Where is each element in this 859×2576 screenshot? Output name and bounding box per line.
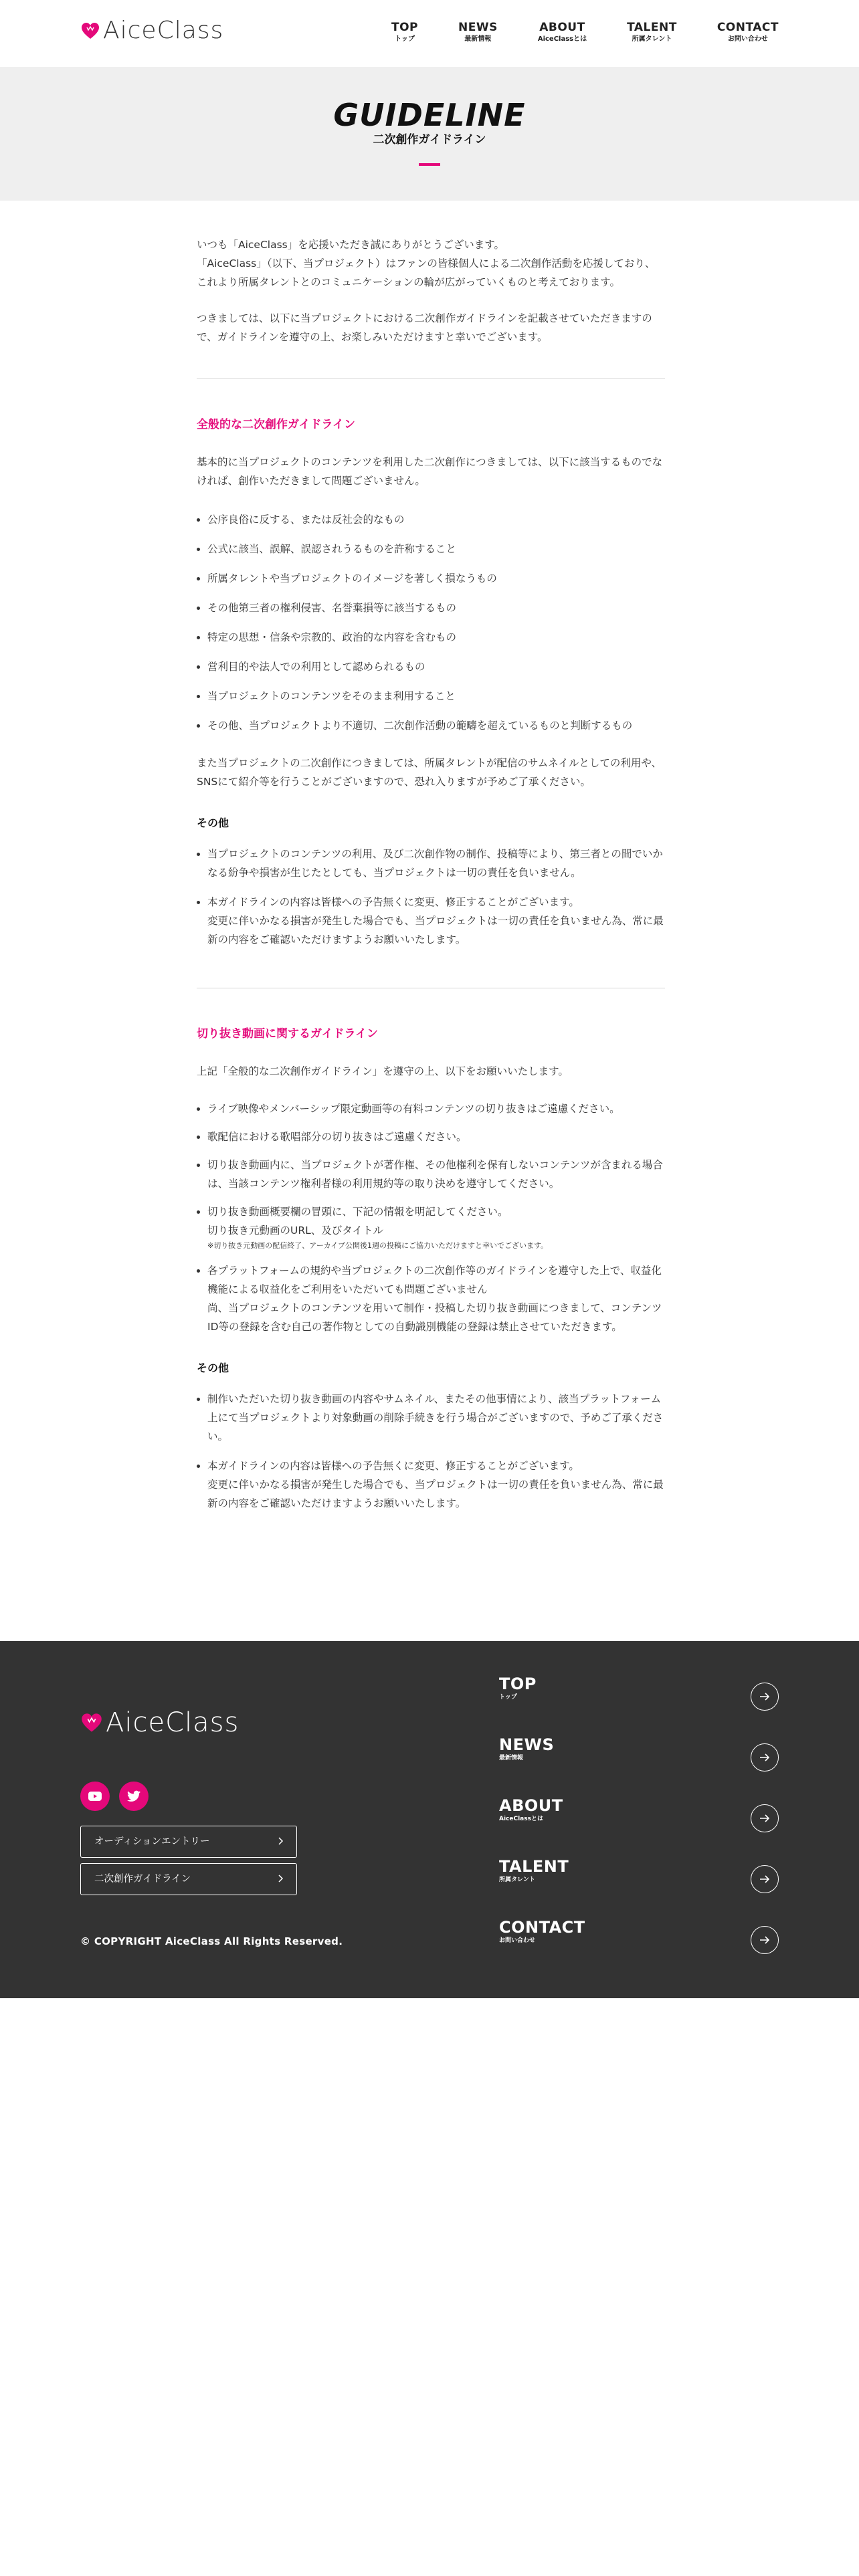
youtube-icon <box>88 1792 102 1801</box>
list-item: 所属タレントや当プロジェクトのイメージを著しく損なうもの <box>197 569 665 588</box>
list-item: その他第三者の権利侵害、名誉棄損等に該当するもの <box>197 599 665 617</box>
site-logo[interactable] <box>80 17 223 44</box>
list-item: 公序良俗に反する、または反社会的なもの <box>197 510 665 529</box>
footer-nav-sublabel: 最新情報 <box>499 1755 524 1761</box>
footer-nav-top[interactable] <box>499 1675 779 1735</box>
heart-logo-icon <box>80 1711 103 1734</box>
list-item-line: 尚、当プロジェクトのコンテンツを用いて制作・投稿した切り抜き動画につきまして、コンテンツID等の登録を含む自己の著作物としての自動識別機能の登録は禁止させていただきます。 <box>207 1302 662 1333</box>
list-item <box>197 1457 665 1513</box>
list-item-line: 変更に伴いかなる損害が発生した場合でも、当プロジェクトは一切の責任を負いません為、常に最新の内容をご確認いただけますようお願いいたします。 <box>207 1479 664 1509</box>
footer-logo[interactable] <box>80 1708 239 1737</box>
list-item: 当プロジェクトのコンテンツの利用、及び二次創作物の制作、投稿等により、第三者との間でいかなる紛争や損害が生じたとしても、当プロジェクトは一切の責任を負いません。 <box>197 845 665 882</box>
list-item-line: 本ガイドラインの内容は皆様への予告無くに変更、修正することがございます。 <box>207 896 579 908</box>
page-subtitle: 二次創作ガイドライン <box>373 133 486 146</box>
chevron-right-icon <box>276 1837 284 1845</box>
site-footer <box>0 1641 859 1998</box>
nav-item-contact[interactable] <box>717 20 779 44</box>
footer-nav-news[interactable] <box>499 1735 779 1796</box>
nav-sublabel: 所属タレント <box>632 35 672 43</box>
button-label: 二次創作ガイドライン <box>94 1874 191 1885</box>
list-item: 歌配信における歌唱部分の切り抜きはご遠慮ください。 <box>197 1128 665 1146</box>
footer-nav-label: TOP <box>499 1675 537 1693</box>
footer-nav-label: NEWS <box>499 1735 555 1754</box>
list-item: その他、当プロジェクトより不適切、二次創作活動の範疇を超えているものと判断するもの <box>197 716 665 735</box>
page-title: GUIDELINE <box>333 97 526 133</box>
social-links <box>80 1782 149 1811</box>
guideline-button[interactable] <box>80 1863 297 1895</box>
nav-item-top[interactable] <box>391 20 418 44</box>
other-list <box>197 845 665 949</box>
list-item-line: 各プラットフォームの規約や当プロジェクトの二次創作等のガイドラインを遵守した上で、収益化機能による収益化をご利用をいただいても問題ございません <box>207 1265 662 1295</box>
clip-rules-list <box>197 1099 665 1336</box>
list-item-line: 切り抜き元動画のURL、及びタイトル <box>207 1224 383 1237</box>
section-closing: また当プロジェクトの二次創作につきましては、所属タレントが配信のサムネイルとしての利用や、SNSにて紹介等を行うことがございますので、恐れ入りますが予めご了承ください。 <box>197 757 662 788</box>
nav-sublabel: お問い合わせ <box>727 35 768 43</box>
footer-nav-label: ABOUT <box>499 1796 563 1815</box>
heart-logo-icon <box>80 21 100 41</box>
list-item: 特定の思想・信条や宗教的、政治的な内容を含むもの <box>197 628 665 647</box>
section-title-general: 全般的な二次創作ガイドライン <box>197 418 355 431</box>
footer-nav <box>499 1675 779 1979</box>
section-lead: 基本的に当プロジェクトのコンテンツを利用した二次創作につきましては、以下に該当するものでなければ、創作いただきまして問題ございません。 <box>197 456 663 487</box>
list-item <box>197 893 665 949</box>
button-label: オーディションエントリー <box>94 1836 210 1847</box>
nav-item-about[interactable] <box>538 20 587 44</box>
site-header <box>0 0 859 67</box>
nav-label: TOP <box>391 21 418 34</box>
list-item-line: 切り抜き動画概要欄の冒頭に、下記の情報を明記してください。 <box>207 1206 508 1218</box>
nav-sublabel: トップ <box>395 35 415 43</box>
footer-nav-sublabel: トップ <box>499 1694 517 1701</box>
list-item <box>197 1202 665 1252</box>
list-item-line: 変更に伴いかなる損害が発生した場合でも、当プロジェクトは一切の責任を負いません為、常に最新の内容をご確認いただけますようお願いいたします。 <box>207 915 664 946</box>
nav-label: CONTACT <box>717 21 779 34</box>
arrow-right-icon <box>751 1743 779 1772</box>
nav-item-news[interactable] <box>458 20 498 44</box>
arrow-right-icon <box>751 1926 779 1954</box>
page-hero <box>0 67 859 201</box>
intro-line: いつも「AiceClass」を応援いただき誠にありがとうございます。 <box>197 239 505 251</box>
footer-nav-about[interactable] <box>499 1796 779 1857</box>
arrow-right-icon <box>751 1683 779 1711</box>
intro-paragraph-1 <box>197 235 665 292</box>
section-lead: 上記「全般的な二次創作ガイドライン」を遵守の上、以下をお願いいたします。 <box>197 1065 569 1077</box>
prohibited-list <box>197 510 665 735</box>
twitter-icon <box>127 1790 140 1802</box>
footer-nav-sublabel: お問い合わせ <box>499 1937 536 1944</box>
arrow-right-icon <box>751 1804 779 1832</box>
nav-label: NEWS <box>458 21 498 34</box>
subsection-title-other: その他 <box>197 1362 229 1374</box>
intro-line: 「AiceClass」（以下、当プロジェクト）はファンの皆様個人による二次創作活動を応援しており、これより所属タレントとのコミュニケーションの輪が広がっていくものと考えております。 <box>197 257 656 288</box>
nav-sublabel: AiceClassとは <box>537 35 587 43</box>
footer-nav-sublabel: AiceClassとは <box>499 1816 543 1822</box>
footer-nav-talent[interactable] <box>499 1857 779 1918</box>
subsection-title-other: その他 <box>197 817 229 829</box>
nav-item-talent[interactable] <box>627 20 677 44</box>
section-title-clips: 切り抜き動画に関するガイドライン <box>197 1027 378 1041</box>
list-item-line: 本ガイドラインの内容は皆様への予告無くに変更、修正することがございます。 <box>207 1460 579 1472</box>
audition-entry-button[interactable] <box>80 1826 297 1858</box>
footer-logo-text: AiceClass <box>106 1707 240 1738</box>
footer-nav-label: CONTACT <box>499 1918 585 1937</box>
nav-label: TALENT <box>627 21 677 34</box>
other-list <box>197 1390 665 1513</box>
list-item: 営利目的や法人での利用として認められるもの <box>197 657 665 676</box>
footer-nav-label: TALENT <box>499 1857 569 1876</box>
title-accent-bar <box>419 163 440 166</box>
list-item-note: ※切り抜き元動画の配信終了、アーカイブ公開後1週の投稿にご協力いただけますと幸いでございます。 <box>207 1241 549 1250</box>
footer-nav-contact[interactable] <box>499 1918 779 1979</box>
list-item: 公式に該当、誤解、誤認されうるものを許称すること <box>197 540 665 558</box>
twitter-button[interactable] <box>119 1782 149 1811</box>
list-item: ライブ映像やメンバーシップ限定動画等の有料コンテンツの切り抜きはご遠慮ください。 <box>197 1099 665 1118</box>
chevron-right-icon <box>276 1874 284 1883</box>
copyright-text: © COPYRIGHT AiceClass All Rights Reserved. <box>80 1935 343 1947</box>
main-nav <box>351 20 779 44</box>
footer-nav-sublabel: 所属タレント <box>499 1876 535 1883</box>
youtube-button[interactable] <box>80 1782 110 1811</box>
arrow-right-icon <box>751 1865 779 1893</box>
nav-sublabel: 最新情報 <box>464 35 492 43</box>
logo-text: AiceClass <box>103 17 224 44</box>
guideline-content <box>197 235 665 1531</box>
nav-label: ABOUT <box>539 21 585 34</box>
intro-paragraph-2: つきましては、以下に当プロジェクトにおける二次創作ガイドラインを記載させていただきますので、ガイドラインを遵守の上、お楽しみいただけますと幸いでございます。 <box>197 312 652 343</box>
list-item: 当プロジェクトのコンテンツをそのまま利用すること <box>197 687 665 706</box>
list-item: 制作いただいた切り抜き動画の内容やサムネイル、またその他事情により、該当プラットフォーム上にて当プロジェクトより対象動画の削除手続きを行う場合がございますので、予めご了承ください。 <box>197 1390 665 1446</box>
list-item <box>197 1261 665 1336</box>
list-item: 切り抜き動画内に、当プロジェクトが著作権、その他権利を保有しないコンテンツが含まれる場合は、当該コンテンツ権利者様の利用規約等の取り決めを遵守してください。 <box>197 1156 665 1193</box>
